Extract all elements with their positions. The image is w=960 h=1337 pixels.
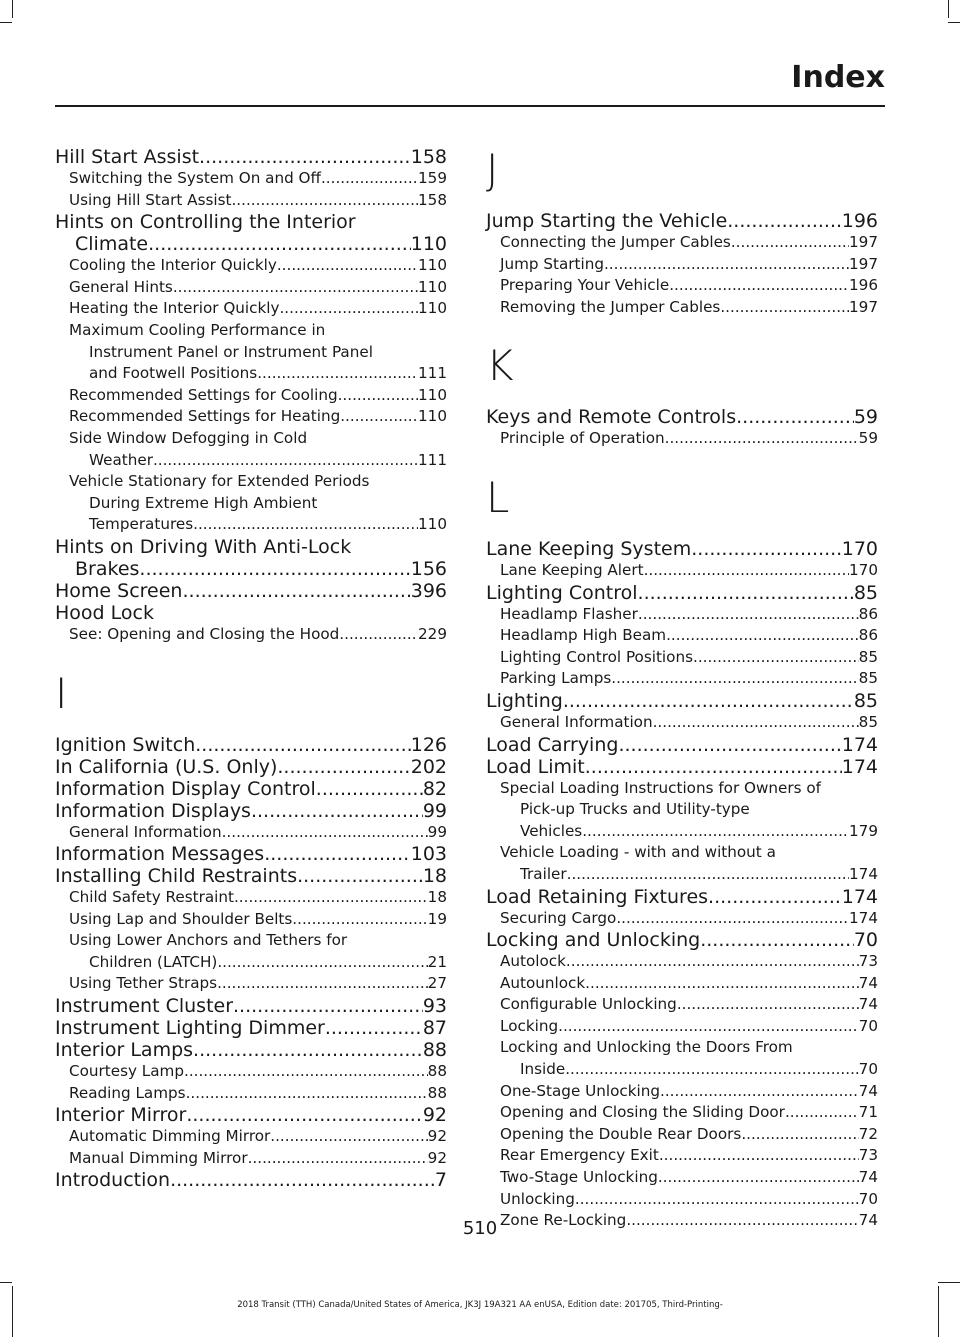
- index-entry: Hood Lock: [55, 601, 154, 624]
- index-entry: Information Displays ..... 99: [55, 800, 447, 822]
- index-entry: Instrument Cluster ..... 93: [55, 995, 447, 1017]
- crop-mark: [0, 1282, 12, 1283]
- index-subentry: Manual Dimming Mirror ..... 92: [55, 1148, 447, 1170]
- index-subentry: Using Hill Start Assist ..... 158: [55, 190, 447, 212]
- index-subentry: Preparing Your Vehicle ..... 196: [486, 275, 878, 297]
- index-subentry: Using Lap and Shoulder Belts ..... 19: [55, 909, 447, 931]
- crop-mark: [948, 0, 949, 18]
- index-entry: Information Display Control ..... 82: [55, 778, 447, 800]
- crop-mark: [12, 0, 13, 18]
- index-subentry: Rear Emergency Exit ..... 73: [486, 1145, 878, 1167]
- index-entry: Jump Starting the Vehicle ..... 196: [486, 210, 878, 232]
- index-subentry: Lighting Control Positions ..... 85: [486, 647, 878, 669]
- index-subentry: Jump Starting ..... 197: [486, 254, 878, 276]
- index-subentry: General Information ..... 99: [55, 822, 447, 844]
- index-subentry: Vehicle Loading - with and without a Trailer ..... 174: [486, 842, 878, 885]
- index-subentry: Principle of Operation ..... 59: [486, 428, 878, 450]
- index-entry: Hill Start Assist ..... 158: [55, 146, 447, 168]
- index-subentry: Configurable Unlocking ..... 74: [486, 994, 878, 1016]
- crop-mark: [938, 1286, 939, 1337]
- index-subentry: Opening and Closing the Sliding Door ..... 71: [486, 1102, 878, 1124]
- index-entry: Instrument Lighting Dimmer ..... 87: [55, 1017, 447, 1039]
- index-entry: Load Retaining Fixtures ..... 174: [486, 886, 878, 908]
- index-subentry: Reading Lamps ..... 88: [55, 1083, 447, 1105]
- index-subentry: Recommended Settings for Heating ..... 110: [55, 406, 447, 428]
- footer-note: 2018 Transit (TTH) Canada/United States of America, JK3J 19A321 AA enUSA, Edition date: 201705, Third-Printing-: [237, 1300, 723, 1310]
- crop-mark: [0, 22, 12, 23]
- index-subentry: Parking Lamps ..... 85: [486, 668, 878, 690]
- index-subentry: Child Safety Restraint ..... 18: [55, 887, 447, 909]
- index-column-right: [486, 146, 878, 1232]
- header-rule: [55, 105, 885, 107]
- index-subentry: Autolock ..... 73: [486, 951, 878, 973]
- index-entry: Ignition Switch ..... 126: [55, 734, 447, 756]
- index-subentry: See: Opening and Closing the Hood ..... 229: [55, 624, 447, 646]
- index-subentry: Autounlock ..... 74: [486, 973, 878, 995]
- index-subentry: Heating the Interior Quickly ..... 110: [55, 298, 447, 320]
- index-entry: Lighting ..... 85: [486, 690, 878, 712]
- index-entry: Installing Child Restraints ..... 18: [55, 865, 447, 887]
- index-entry: In California (U.S. Only) ..... 202: [55, 756, 447, 778]
- index-entry: Introduction ..... 7: [55, 1169, 447, 1191]
- section-letter: K: [486, 341, 514, 391]
- page-title: Index: [791, 60, 885, 95]
- index-column-left: [55, 146, 447, 1191]
- index-subentry: Zone Re-Locking ..... 74: [486, 1210, 878, 1232]
- index-entry: Load Carrying ..... 174: [486, 734, 878, 756]
- index-subentry: Securing Cargo ..... 174: [486, 908, 878, 930]
- index-entry: Home Screen ..... 396: [55, 580, 447, 602]
- index-subentry: Headlamp High Beam ..... 86: [486, 625, 878, 647]
- index-subentry: Recommended Settings for Cooling ..... 110: [55, 385, 447, 407]
- index-subentry: Unlocking ..... 70: [486, 1189, 878, 1211]
- index-subentry: Cooling the Interior Quickly ..... 110: [55, 255, 447, 277]
- index-subentry: One-Stage Unlocking ..... 74: [486, 1081, 878, 1103]
- index-entry: Information Messages ..... 103: [55, 843, 447, 865]
- index-subentry: Lane Keeping Alert ..... 170: [486, 560, 878, 582]
- index-subentry: Removing the Jumper Cables ..... 197: [486, 297, 878, 319]
- index-entry: Locking and Unlocking ..... 70: [486, 929, 878, 951]
- section-letter: L: [486, 472, 510, 522]
- index-subentry: Opening the Double Rear Doors ..... 72: [486, 1124, 878, 1146]
- page-number: 510: [462, 1218, 498, 1239]
- index-entry: Hints on Driving With Anti-Lock Brakes ..... 156: [55, 536, 447, 580]
- index-subentry: Special Loading Instructions for Owners of Pick-up Trucks and Utility-type Vehicles ..... 179: [486, 778, 878, 843]
- index-subentry: General Hints ..... 110: [55, 277, 447, 299]
- section-letter: I: [55, 668, 68, 718]
- index-subentry: Using Tether Straps ..... 27: [55, 973, 447, 995]
- index-subentry: Locking ..... 70: [486, 1016, 878, 1038]
- index-entry: Keys and Remote Controls ..... 59: [486, 406, 878, 428]
- index-subentry: Two-Stage Unlocking ..... 74: [486, 1167, 878, 1189]
- crop-mark: [948, 22, 960, 23]
- index-subentry: Connecting the Jumper Cables ..... 197: [486, 232, 878, 254]
- index-subentry: Headlamp Flasher ..... 86: [486, 604, 878, 626]
- index-subentry: Vehicle Stationary for Extended Periods During Extreme High Ambient Temperatures ..... 110: [55, 471, 447, 536]
- index-subentry: General Information ..... 85: [486, 712, 878, 734]
- index-subentry: Locking and Unlocking the Doors From Inside ..... 70: [486, 1037, 878, 1080]
- index-entry: Load Limit ..... 174: [486, 756, 878, 778]
- index-entry: Lane Keeping System ..... 170: [486, 538, 878, 560]
- index-subentry: Maximum Cooling Performance in Instrument Panel or Instrument Panel and Footwell Positions ..... 111: [55, 320, 447, 385]
- index-subentry: Courtesy Lamp ..... 88: [55, 1061, 447, 1083]
- index-entry: Interior Lamps ..... 88: [55, 1039, 447, 1061]
- index-subentry: Using Lower Anchors and Tethers for Children (LATCH) ..... 21: [55, 930, 447, 973]
- index-subentry: Automatic Dimming Mirror ..... 92: [55, 1126, 447, 1148]
- crop-mark: [938, 1282, 960, 1283]
- section-letter: J: [486, 145, 499, 194]
- crop-mark: [12, 1286, 13, 1337]
- index-subentry: Side Window Defogging in Cold Weather ..... 111: [55, 428, 447, 471]
- index-entry: Lighting Control ..... 85: [486, 582, 878, 604]
- index-entry: Hints on Controlling the Interior Climate ..... 110: [55, 211, 447, 255]
- index-entry: Interior Mirror ..... 92: [55, 1104, 447, 1126]
- index-subentry: Switching the System On and Off ..... 159: [55, 168, 447, 190]
